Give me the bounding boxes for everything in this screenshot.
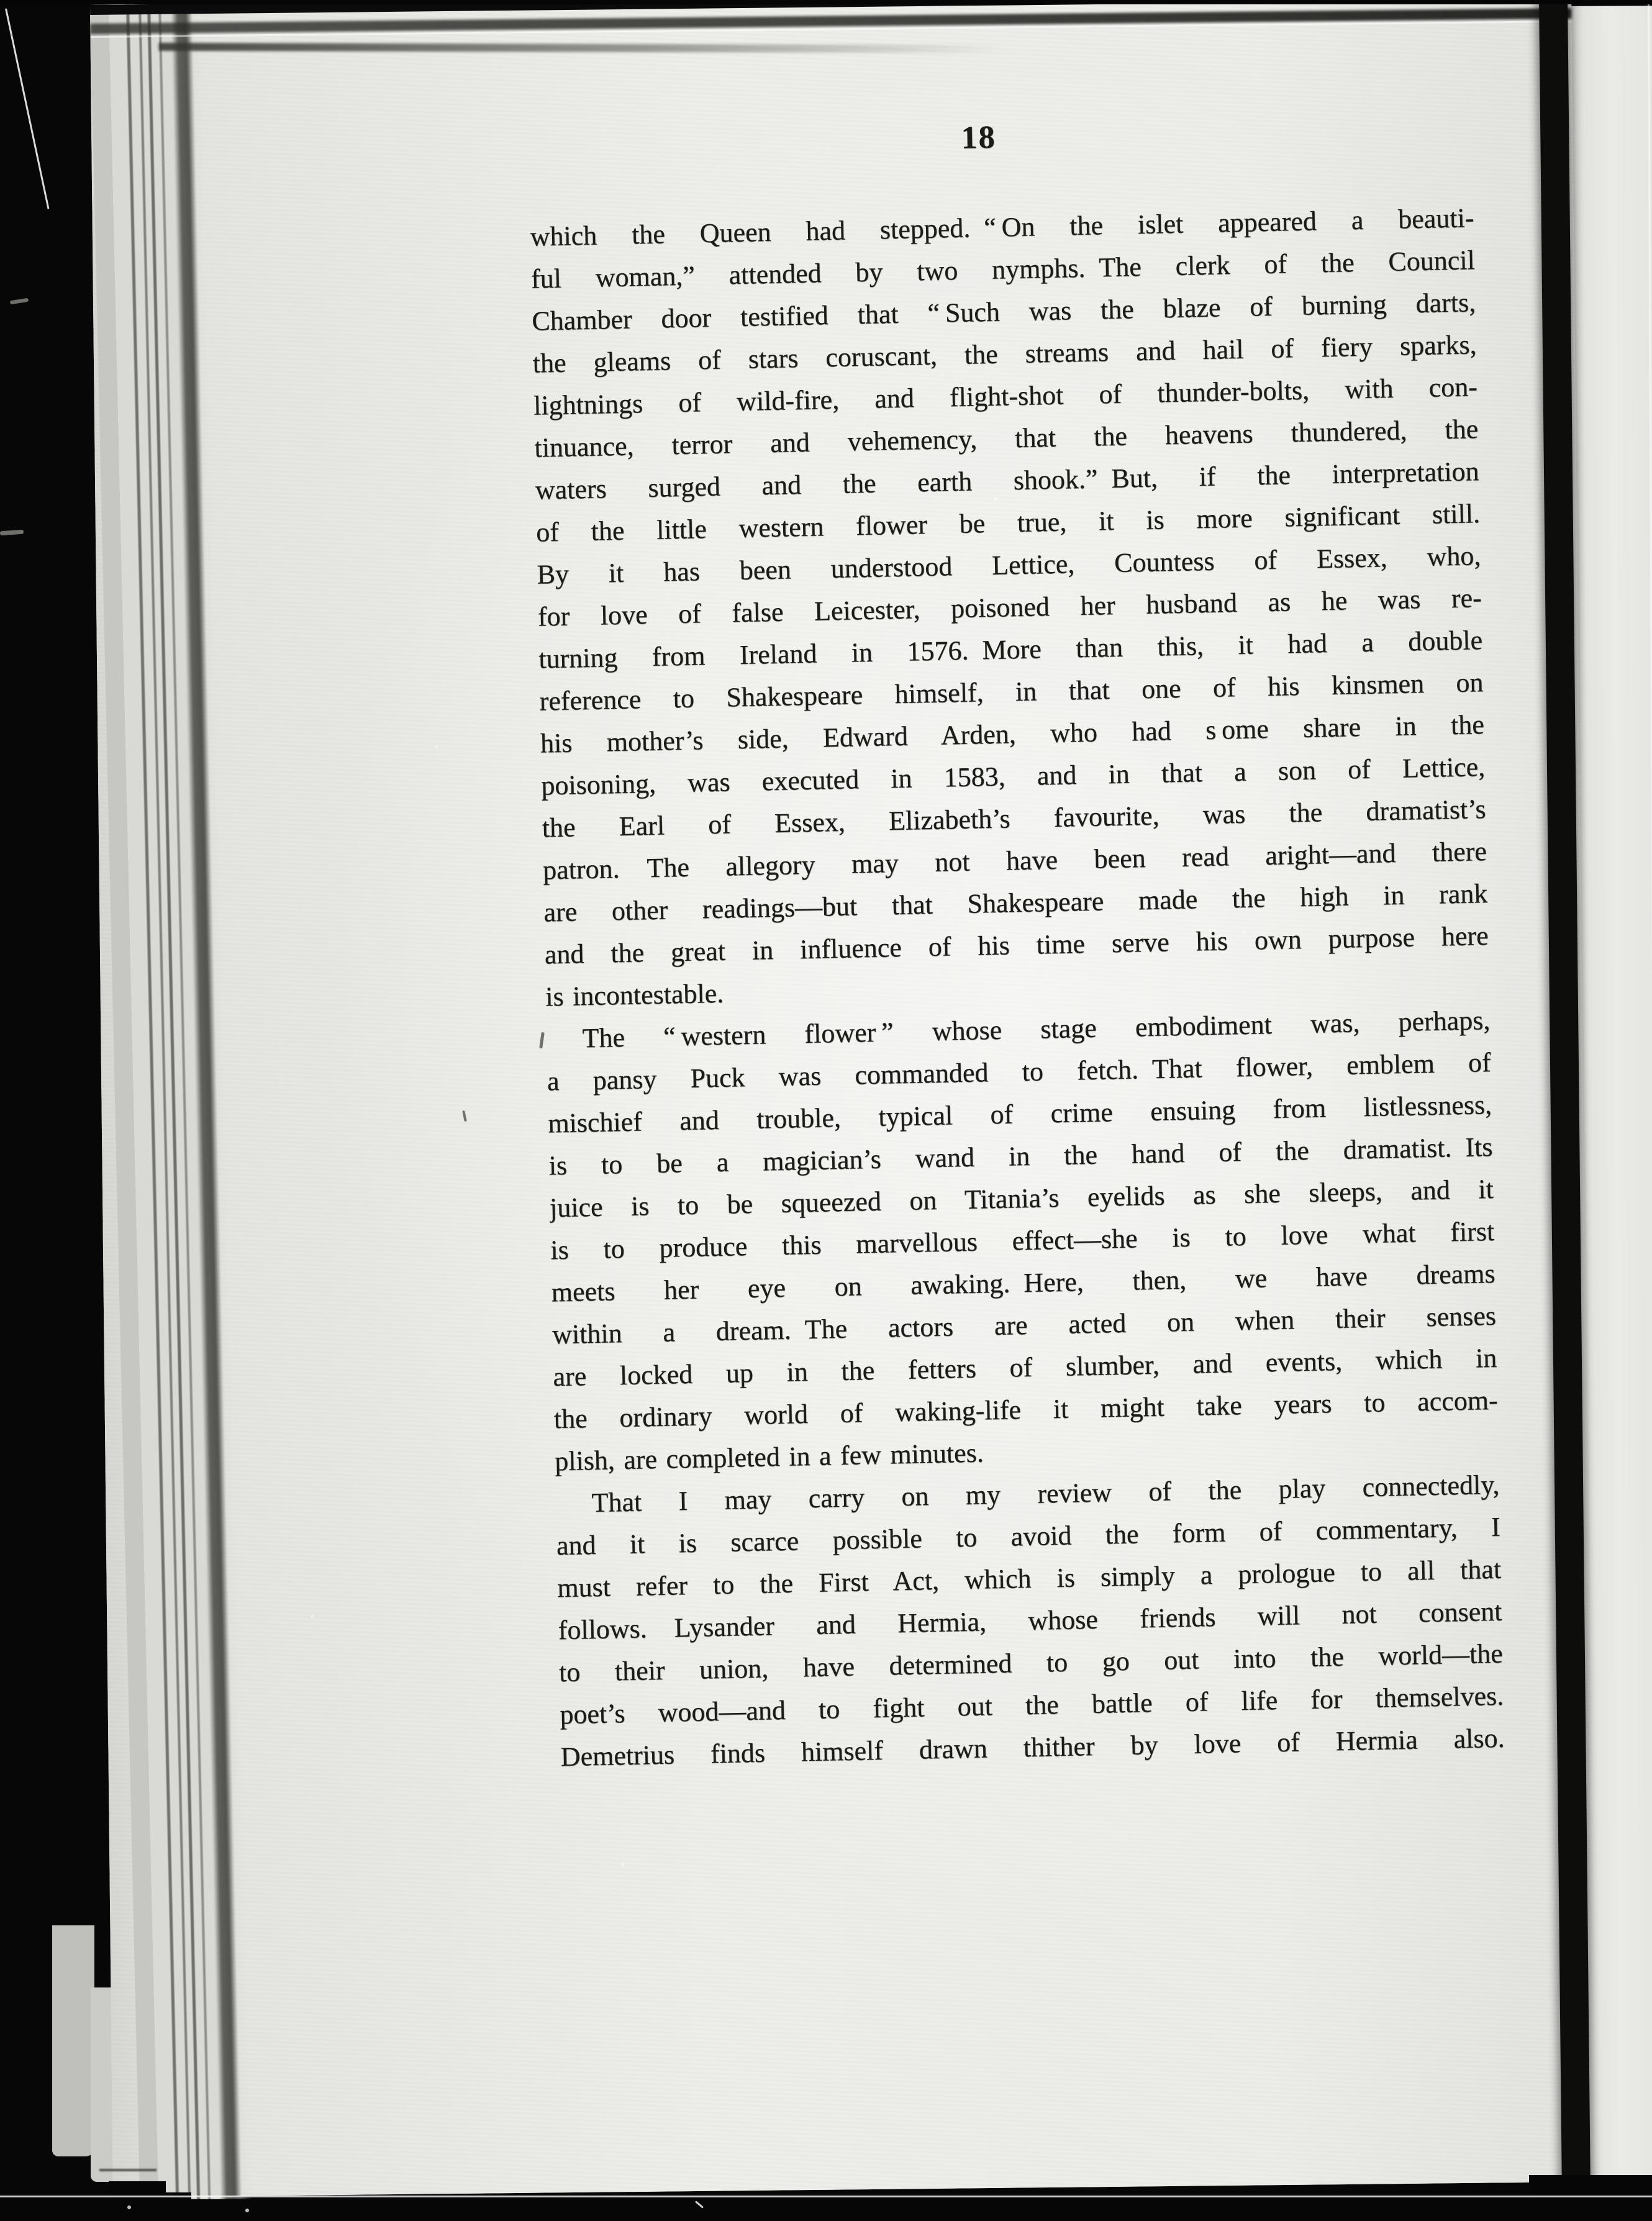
page-number: 18 [961, 119, 997, 156]
text-line: The “ western flower ” whose stage embodiment was, perhaps, [582, 1004, 1491, 1054]
text-line: By it has been understood Lettice, Countess of Essex, who, [537, 540, 1481, 590]
page-corner-crease [99, 2169, 157, 2171]
text-line: reference to Shakespeare himself, in that one of his kinsmen on [539, 666, 1484, 717]
lower-page-corner [52, 1925, 94, 2156]
page-text [530, 197, 1505, 1778]
dust-speck [245, 2209, 249, 2212]
text-line: is incontestable. [545, 978, 724, 1012]
margin-mark [10, 298, 29, 305]
text-line: for love of false Leicester, poisoned her husband as he was re- [537, 582, 1482, 632]
margin-mark [0, 530, 24, 536]
text-line: Chamber door testified that “ Such was the blaze of burning darts, [531, 287, 1476, 337]
text-line: the gleams of stars coruscant, the streams and hail of fiery sparks, [532, 329, 1477, 379]
text-line: follows. Lysander and Hermia, whose friends will not consent [558, 1596, 1502, 1646]
text-line: within a dream. The actors are acted on when their senses [551, 1300, 1497, 1350]
text-line: plish, are completed in a few minutes. [554, 1437, 984, 1477]
adjacent-page-highlight [1648, 0, 1652, 2179]
text-line: ful woman,” attended by two nymphs. The clerk of the Council [530, 245, 1476, 294]
text-line: lightnings of wild-fire, and flight-shot of thunder-bolts, with con- [533, 371, 1478, 421]
text-line: poisoning, was executed in 1583, and in that a son of Lettice, [540, 751, 1486, 801]
text-line: a pansy Puck was commanded to fetch. That flower, emblem of [547, 1047, 1492, 1097]
dust-speck [127, 2205, 131, 2209]
page-content [528, 109, 1505, 1778]
text-line: waters surged and the earth shook.” But, if the interpretation [535, 456, 1480, 506]
scratch-line [5, 8, 50, 209]
bottom-scan-edge [1529, 2175, 1652, 2221]
bottom-scan-edge [109, 2181, 166, 2206]
text-line: That I may carry on my review of the play connectedly, [591, 1469, 1500, 1519]
text-line: are other readings—but that Shakespeare made the high in rank [543, 878, 1488, 928]
text-line: juice is to be squeezed on Titania’s eyelids as she sleeps, and it [549, 1173, 1494, 1224]
text-line: Demetrius finds himself drawn thither by love of Hermia also. [560, 1722, 1505, 1773]
text-line: the ordinary world of waking-life it might take years to accom- [553, 1384, 1499, 1435]
page-edge-line [126, 4, 179, 2205]
paragraph [530, 197, 1490, 1018]
text-line: tinuance, terror and vehemency, that the heavens thundered, the [533, 414, 1479, 463]
text-line: must refer to the First Act, which is simply a prologue to all that [556, 1553, 1502, 1604]
text-line: poet’s wood—and to fight out the battle of life for themselves. [559, 1680, 1504, 1730]
text-line: the Earl of Essex, Elizabeth’s favourite, was the dramatist’s [542, 793, 1486, 843]
dust-specks [435, 745, 438, 748]
bottom-scratch-line [0, 2196, 1652, 2197]
paragraph [555, 1464, 1505, 1778]
text-line: which the Queen had stepped. “ On the islet appeared a beauti- [530, 202, 1474, 252]
bottom-scan-edge [163, 2192, 191, 2206]
text-line: and it is scarce possible to avoid the form of commentary, I [556, 1511, 1501, 1561]
paragraph [546, 999, 1499, 1483]
text-line: patron. The allegory may not have been read aright—and there [542, 835, 1487, 886]
text-line: mischief and trouble, typical of crime ensuing from listlessness, [547, 1089, 1492, 1139]
text-line: to their union, have determined to go out into the world—the [558, 1638, 1504, 1688]
text-line: his mother’s side, Edward Arden, who had s ome share in the [540, 709, 1485, 759]
bottom-scan-edge [0, 2211, 1652, 2221]
text-line: is to produce this marvellous effect—she is to love what first [550, 1215, 1495, 1266]
text-line: and the great in influence of his time serve his own purpose here [544, 920, 1489, 970]
page-edge-lines [90, 2, 255, 2206]
text-line: meets her eye on awaking. Here, then, we have dreams [551, 1258, 1495, 1308]
text-line: of the little western flower be true, it is more significant still. [535, 497, 1481, 548]
top-scan-edge [0, 0, 1652, 4]
text-line: are locked up in the fetters of slumber, and events, which in [552, 1342, 1497, 1392]
book-page [90, 0, 1594, 2197]
top-edge-shadow [159, 43, 1047, 53]
text-line: is to be a magician’s wand in the hand of the dramatist. Its [548, 1131, 1493, 1181]
text-line: turning from Ireland in 1576. More than this, it had a double [538, 624, 1483, 674]
